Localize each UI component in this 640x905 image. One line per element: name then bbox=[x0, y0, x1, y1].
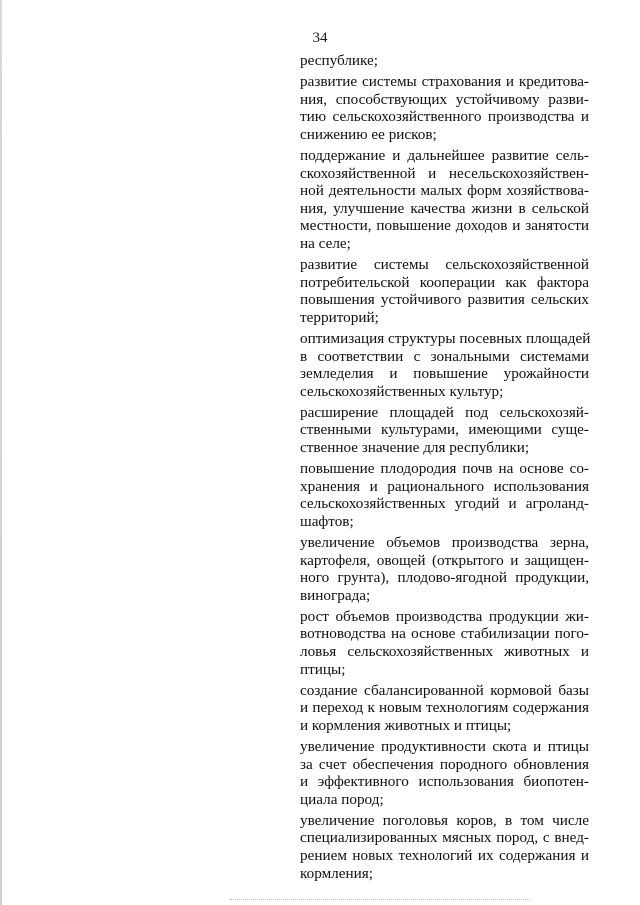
page-number: 34 bbox=[312, 30, 328, 46]
text-line: за счет обеспечения породного обновления bbox=[300, 755, 589, 773]
text-line: республике; bbox=[300, 52, 378, 69]
text-line: развитие системы сельскохозяйственной bbox=[300, 256, 589, 274]
list-item bbox=[300, 73, 589, 143]
list-item bbox=[300, 812, 589, 882]
text-line: кормления; bbox=[300, 864, 373, 882]
text-line: ния, способствующих устойчивому разви- bbox=[300, 90, 589, 108]
text-line: земледелия и повышение урожайности bbox=[300, 365, 589, 383]
text-line: тию сельскохозяйственного производства и bbox=[300, 108, 589, 126]
text-line: снижению ее рисков; bbox=[300, 125, 437, 143]
text-line: потребительской кооперации как фактора bbox=[300, 273, 589, 291]
list-item bbox=[300, 330, 589, 400]
text-line: создание сбалансированной кормовой базы bbox=[300, 681, 589, 699]
list-item bbox=[300, 404, 589, 457]
text-line: рением новых технологий их содержания и bbox=[300, 847, 589, 865]
text-line: расширение площадей под сельскохозяй- bbox=[300, 403, 589, 421]
text-line: циала пород; bbox=[300, 790, 384, 808]
text-line: ственное значение для республики; bbox=[300, 438, 530, 456]
list-item bbox=[300, 534, 589, 604]
text-line: оптимизация структуры посевных площадей bbox=[300, 329, 591, 347]
text-line: рост объемов производства продукции жи- bbox=[300, 607, 589, 625]
text-line: картофеля, овощей (открытого и защищен- bbox=[300, 551, 589, 569]
text-line: на селе; bbox=[300, 234, 351, 252]
text-line: птицы; bbox=[300, 660, 346, 678]
text-line: территорий; bbox=[300, 308, 379, 326]
list-item bbox=[300, 682, 589, 735]
text-line: развитие системы страхования и кредитова- bbox=[300, 73, 589, 91]
text-line: и переход к новым технологиям содержания bbox=[300, 699, 589, 717]
list-item bbox=[300, 738, 589, 808]
document-body bbox=[300, 52, 589, 886]
list-item bbox=[300, 256, 589, 326]
text-line: поддержание и дальнейшее развитие сель- bbox=[300, 146, 589, 164]
text-line: увеличение поголовья коров, в том числе bbox=[300, 811, 589, 829]
text-line: повышение плодородия почв на основе со- bbox=[300, 460, 589, 478]
text-line: ного грунта), плодово-ягодной продукции, bbox=[300, 569, 589, 587]
text-line: и эффективного использования биопотен- bbox=[300, 773, 589, 791]
text-line: хранения и рационального использования bbox=[300, 477, 589, 495]
list-item bbox=[300, 460, 589, 530]
list-item bbox=[300, 52, 589, 70]
text-line: и кормления животных и птицы; bbox=[300, 716, 512, 734]
text-line: винограда; bbox=[300, 586, 371, 604]
text-line: увеличение продуктивности скота и птицы bbox=[300, 737, 589, 755]
text-line: увеличение объемов производства зерна, bbox=[300, 533, 589, 551]
text-line: ственными культурами, имеющими суще- bbox=[300, 421, 589, 439]
text-line: повышения устойчивого развития сельских bbox=[300, 291, 589, 309]
text-line: сельскохозяйственных культур; bbox=[300, 382, 504, 400]
list-item bbox=[300, 608, 589, 678]
text-line: в соответствии с зональными системами bbox=[300, 347, 589, 365]
text-line: скохозяйственной и несельскохозяйствен- bbox=[300, 164, 589, 182]
text-line: ной деятельности малых форм хозяйствова- bbox=[300, 182, 589, 200]
text-line: шафтов; bbox=[300, 512, 354, 530]
text-line: специализированных мясных пород, с внед- bbox=[300, 829, 589, 847]
scan-bottom-edge bbox=[230, 899, 530, 901]
text-line: сельскохозяйственных угодий и агроланд- bbox=[300, 495, 589, 513]
list-item bbox=[300, 147, 589, 253]
scan-edge bbox=[0, 0, 2, 905]
text-line: местности, повышение доходов и занятости bbox=[300, 217, 589, 235]
text-line: вотноводства на основе стабилизации пого- bbox=[300, 625, 589, 643]
text-line: ловья сельскохозяйственных животных и bbox=[300, 643, 589, 660]
text-line: ния, улучшение качества жизни в сельской bbox=[300, 199, 589, 217]
